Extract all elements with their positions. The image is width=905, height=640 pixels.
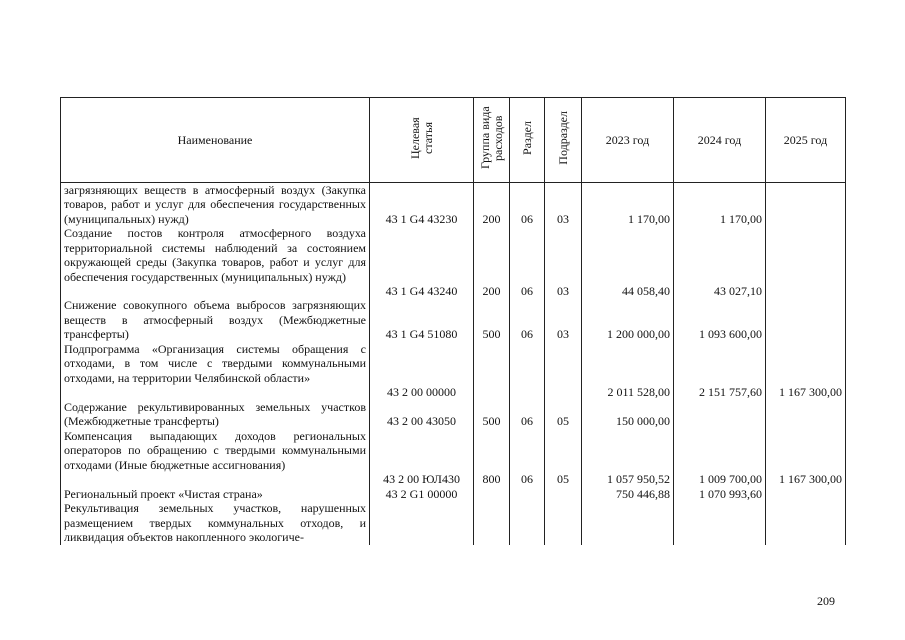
row-subsection: 03 [545,182,582,226]
row-2025 [766,501,846,545]
row-2025 [766,298,846,342]
row-name: Компенсация выпадающих доходов региональных операторов по обращению с твердыми коммунальными отходами (Иные бюджетные ассигнования) [61,429,370,487]
row-section: 06 [510,182,545,226]
row-code: 43 2 G1 00000 [370,487,474,502]
row-name: Рекультивация земельных участков, нарушенных размещением твердых коммунальных отходов, и ликвидация объектов накопленного экологиче- [61,501,370,545]
row-subsection [545,487,582,502]
row-code: 43 1 G4 51080 [370,298,474,342]
header-2024: 2024 год [674,98,766,183]
row-name: Создание постов контроля атмосферного воздуха территориальной системы наблюдений за состоянием окружающей среды (Закупка товаров, работ и услуг для обеспечения государственных (муниципальных) нужд) [61,226,370,298]
row-2025 [766,226,846,298]
row-group: 800 [474,429,510,487]
table-header-row [61,98,846,183]
row-group: 500 [474,298,510,342]
row-subsection: 05 [545,429,582,487]
row-2024 [674,400,766,429]
row-section [510,342,545,400]
table-row [61,501,846,545]
row-name: загрязняющих веществ в атмосферный воздух (Закупка товаров, работ и услуг для обеспечения государственных (муниципальных) нужд) [61,182,370,226]
row-2024: 1 093 600,00 [674,298,766,342]
row-section [510,487,545,502]
row-code: 43 1 G4 43240 [370,226,474,298]
row-section [510,501,545,545]
header-code: Целевая статья [370,98,474,183]
row-section: 06 [510,226,545,298]
row-group: 200 [474,182,510,226]
row-2025: 1 167 300,00 [766,429,846,487]
row-group [474,501,510,545]
row-2025 [766,182,846,226]
row-code: 43 2 00 43050 [370,400,474,429]
row-name: Подпрограмма «Организация системы обращения с отходами, в том числе с твердыми коммунальными отходами, на территории Челябинской области» [61,342,370,400]
row-subsection [545,342,582,400]
row-2023: 1 170,00 [582,182,674,226]
row-2025: 1 167 300,00 [766,342,846,400]
header-name: Наименование [61,98,370,183]
table-row [61,487,846,502]
row-2023: 750 446,88 [582,487,674,502]
row-2023: 44 058,40 [582,226,674,298]
row-2025 [766,487,846,502]
row-2024: 2 151 757,60 [674,342,766,400]
row-2024: 1 170,00 [674,182,766,226]
row-group: 200 [474,226,510,298]
header-2025: 2025 год [766,98,846,183]
header-subsection: Подраздел [545,98,582,183]
row-subsection [545,501,582,545]
row-group: 500 [474,400,510,429]
row-code [370,501,474,545]
row-group [474,487,510,502]
table-row [61,429,846,487]
header-2023: 2023 год [582,98,674,183]
row-group [474,342,510,400]
row-section: 06 [510,400,545,429]
table-row [61,298,846,342]
row-code: 43 1 G4 43230 [370,182,474,226]
header-group: Группа вида расходов [474,98,510,183]
table-row [61,400,846,429]
row-2024: 43 027,10 [674,226,766,298]
row-2023 [582,501,674,545]
table-row [61,182,846,226]
row-name: Содержание рекультивированных земельных участков (Межбюджетные трансферты) [61,400,370,429]
table-row [61,342,846,400]
row-2023: 150 000,00 [582,400,674,429]
budget-table [60,97,846,545]
row-2024: 1 070 993,60 [674,487,766,502]
row-subsection: 03 [545,298,582,342]
row-2023: 1 057 950,52 [582,429,674,487]
page-number: 209 [817,594,835,608]
table-row [61,226,846,298]
row-code: 43 2 00 00000 [370,342,474,400]
row-section: 06 [510,429,545,487]
row-2025 [766,400,846,429]
row-section: 06 [510,298,545,342]
row-2023: 1 200 000,00 [582,298,674,342]
row-name: Региональный проект «Чистая страна» [61,487,370,502]
row-subsection: 03 [545,226,582,298]
row-2024: 1 009 700,00 [674,429,766,487]
row-2023: 2 011 528,00 [582,342,674,400]
row-2024 [674,501,766,545]
row-code: 43 2 00 ЮЛ430 [370,429,474,487]
row-name: Снижение совокупного объема выбросов загрязняющих веществ в атмосферный воздух (Межбюджетные трансферты) [61,298,370,342]
row-subsection: 05 [545,400,582,429]
header-section: Раздел [510,98,545,183]
